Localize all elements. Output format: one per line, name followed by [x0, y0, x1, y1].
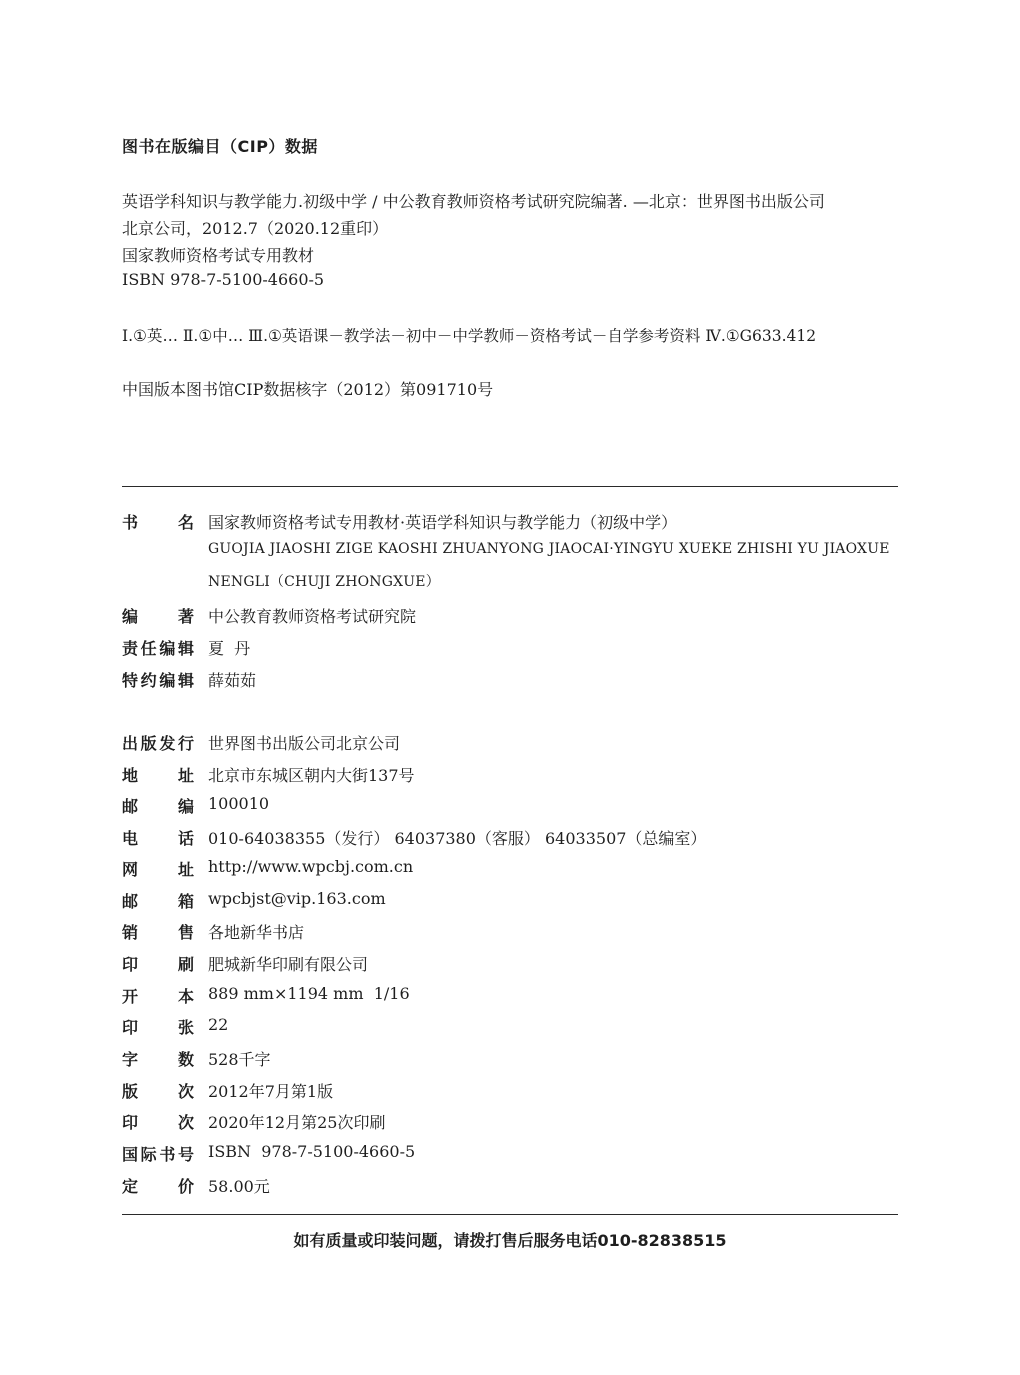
- pub-value: 100010: [208, 794, 270, 813]
- pub-value: 肥城新华印刷有限公司: [208, 955, 369, 974]
- cip-isbn: ISBN 978-7-5100-4660-5: [122, 270, 325, 289]
- pub-label: 版次: [122, 1082, 194, 1101]
- pub-label: 开本: [122, 987, 194, 1006]
- editor-label: 责任编辑: [122, 639, 194, 658]
- pub-label: 邮编: [122, 797, 194, 816]
- pub-value: 2020年12月第25次印刷: [208, 1113, 386, 1132]
- bottom-divider: [122, 1214, 898, 1215]
- pub-label: 电话: [122, 829, 194, 848]
- book-pinyin-line-1: GUOJIA JIAOSHI ZIGE KAOSHI ZHUANYONG JIAOCAI·YINGYU XUEKE ZHISHI YU JIAOXUE: [208, 541, 890, 557]
- pub-label: 印刷: [122, 955, 194, 974]
- pub-label: 地址: [122, 766, 194, 785]
- pub-label: 网址: [122, 860, 194, 879]
- pub-value: 各地新华书店: [208, 923, 305, 942]
- service-notice: 如有质量或印装问题，请拨打售后服务电话010-82838515: [293, 1231, 727, 1250]
- pub-value: wpcbjst@vip.163.com: [208, 889, 386, 908]
- book-pinyin-line-2: NENGLI（CHUJI ZHONGXUE）: [208, 574, 440, 590]
- pub-label: 销售: [122, 923, 194, 942]
- author-label: 编著: [122, 607, 194, 626]
- book-title-value: 国家教师资格考试专用教材·英语学科知识与教学能力（初级中学）: [208, 513, 678, 532]
- author-value: 中公教育教师资格考试研究院: [208, 607, 417, 626]
- pub-value: 世界图书出版公司北京公司: [208, 734, 401, 753]
- cip-line-2: 北京公司，2012.7（2020.12重印）: [122, 219, 389, 238]
- pub-label: 印张: [122, 1018, 194, 1037]
- top-divider: [122, 486, 898, 487]
- pub-value: 528千字: [208, 1050, 271, 1069]
- cip-line-1: 英语学科知识与教学能力.初级中学 / 中公教育教师资格考试研究院编著. —北京：世界图书出版公司: [122, 192, 825, 211]
- pub-value: 889 mm×1194 mm 1/16: [208, 984, 410, 1003]
- pub-label: 定价: [122, 1177, 194, 1196]
- cip-verification: 中国版本图书馆CIP数据核字（2012）第091710号: [122, 380, 494, 399]
- cip-title: 图书在版编目（CIP）数据: [122, 137, 318, 156]
- pub-value: 58.00元: [208, 1177, 270, 1196]
- special-editor-label: 特约编辑: [122, 671, 194, 690]
- pub-label: 国际书号: [122, 1145, 194, 1164]
- pub-label: 字数: [122, 1050, 194, 1069]
- cip-classification: Ⅰ.①英… Ⅱ.①中… Ⅲ.①英语课－教学法－初中－中学教师－资格考试－自学参考资料 Ⅳ.①G633.412: [122, 327, 817, 345]
- pub-label: 出版发行: [122, 734, 194, 753]
- pub-value: 2012年7月第1版: [208, 1082, 334, 1101]
- pub-value: 010-64038355（发行） 64037380（客服） 64033507（总编室）: [208, 829, 707, 848]
- pub-value: http://www.wpcbj.com.cn: [208, 857, 414, 876]
- pub-value: 22: [208, 1015, 229, 1034]
- editor-value: 夏 丹: [208, 639, 251, 658]
- pub-value: ISBN 978-7-5100-4660-5: [208, 1142, 416, 1161]
- cip-line-3: 国家教师资格考试专用教材: [122, 246, 315, 265]
- pub-label: 邮箱: [122, 892, 194, 911]
- pub-label: 印次: [122, 1113, 194, 1132]
- special-editor-value: 薛茹茹: [208, 671, 257, 690]
- pub-value: 北京市东城区朝内大街137号: [208, 766, 415, 785]
- book-title-label: 书名: [122, 513, 194, 532]
